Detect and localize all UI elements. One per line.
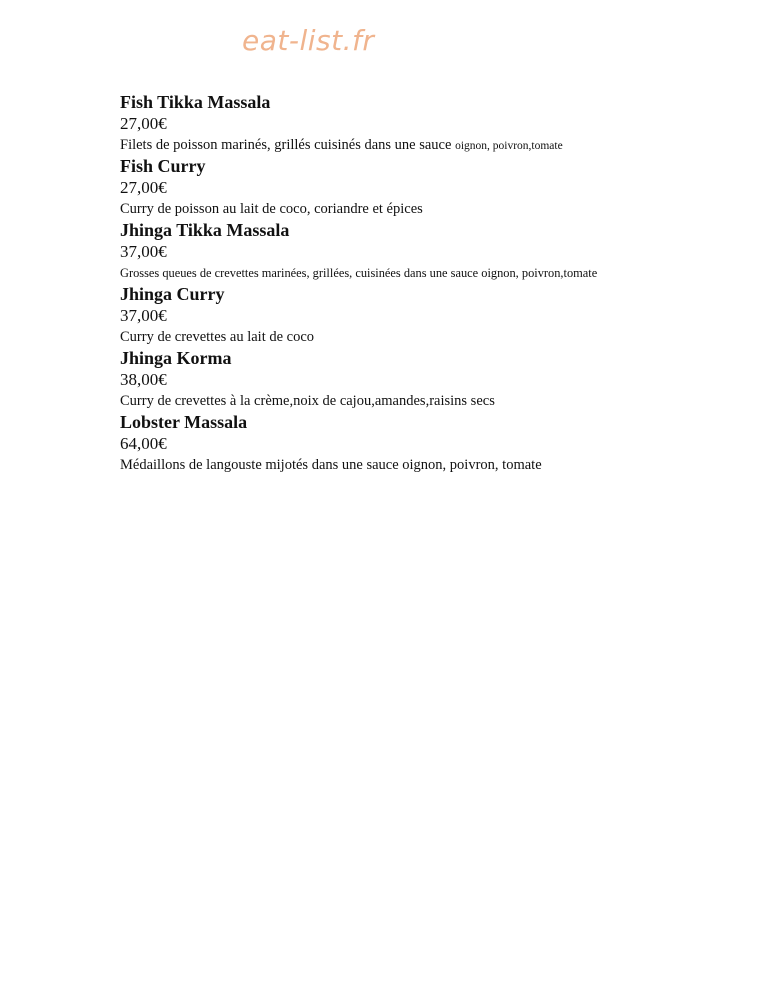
item-name: Fish Tikka Massala [120, 92, 271, 112]
item-name: Jhinga Korma [120, 348, 232, 368]
item-description: Médaillons de langouste mijotés dans une sauce oignon, poivron, tomate [120, 457, 542, 473]
item-description-tail: oignon, poivron,tomate [455, 140, 563, 152]
item-price: 38,00€ [120, 370, 167, 389]
menu-item-lobster-massala [120, 411, 720, 475]
item-name: Lobster Massala [120, 412, 248, 432]
watermark-logo: eat-list.fr [242, 24, 375, 57]
menu-list [120, 91, 720, 475]
menu-item-jhinga-curry [120, 283, 720, 347]
item-name: Fish Curry [120, 156, 206, 176]
item-name: Jhinga Curry [120, 284, 225, 304]
item-description: Curry de crevettes à la crème,noix de cajou,amandes,raisins secs [120, 393, 495, 409]
item-description: Curry de crevettes au lait de coco [120, 329, 315, 345]
item-price: 37,00€ [120, 242, 167, 261]
item-description-main: Filets de poisson marinés, grillés cuisinés dans une sauce [120, 137, 452, 153]
item-description: Grosses queues de crevettes marinées, grillées, cuisinées dans une sauce oignon, poivron,tomate [120, 266, 598, 280]
item-price: 27,00€ [120, 114, 167, 133]
item-description: Curry de poisson au lait de coco, coriandre et épices [120, 201, 423, 217]
item-description [120, 135, 720, 155]
menu-item-fish-curry [120, 155, 720, 219]
menu-item-fish-tikka-massala [120, 91, 720, 155]
menu-item-jhinga-korma [120, 347, 720, 411]
item-price: 37,00€ [120, 306, 167, 325]
menu-item-jhinga-tikka-massala [120, 219, 720, 283]
item-name: Jhinga Tikka Massala [120, 220, 290, 240]
item-price: 64,00€ [120, 434, 167, 453]
item-price: 27,00€ [120, 178, 167, 197]
